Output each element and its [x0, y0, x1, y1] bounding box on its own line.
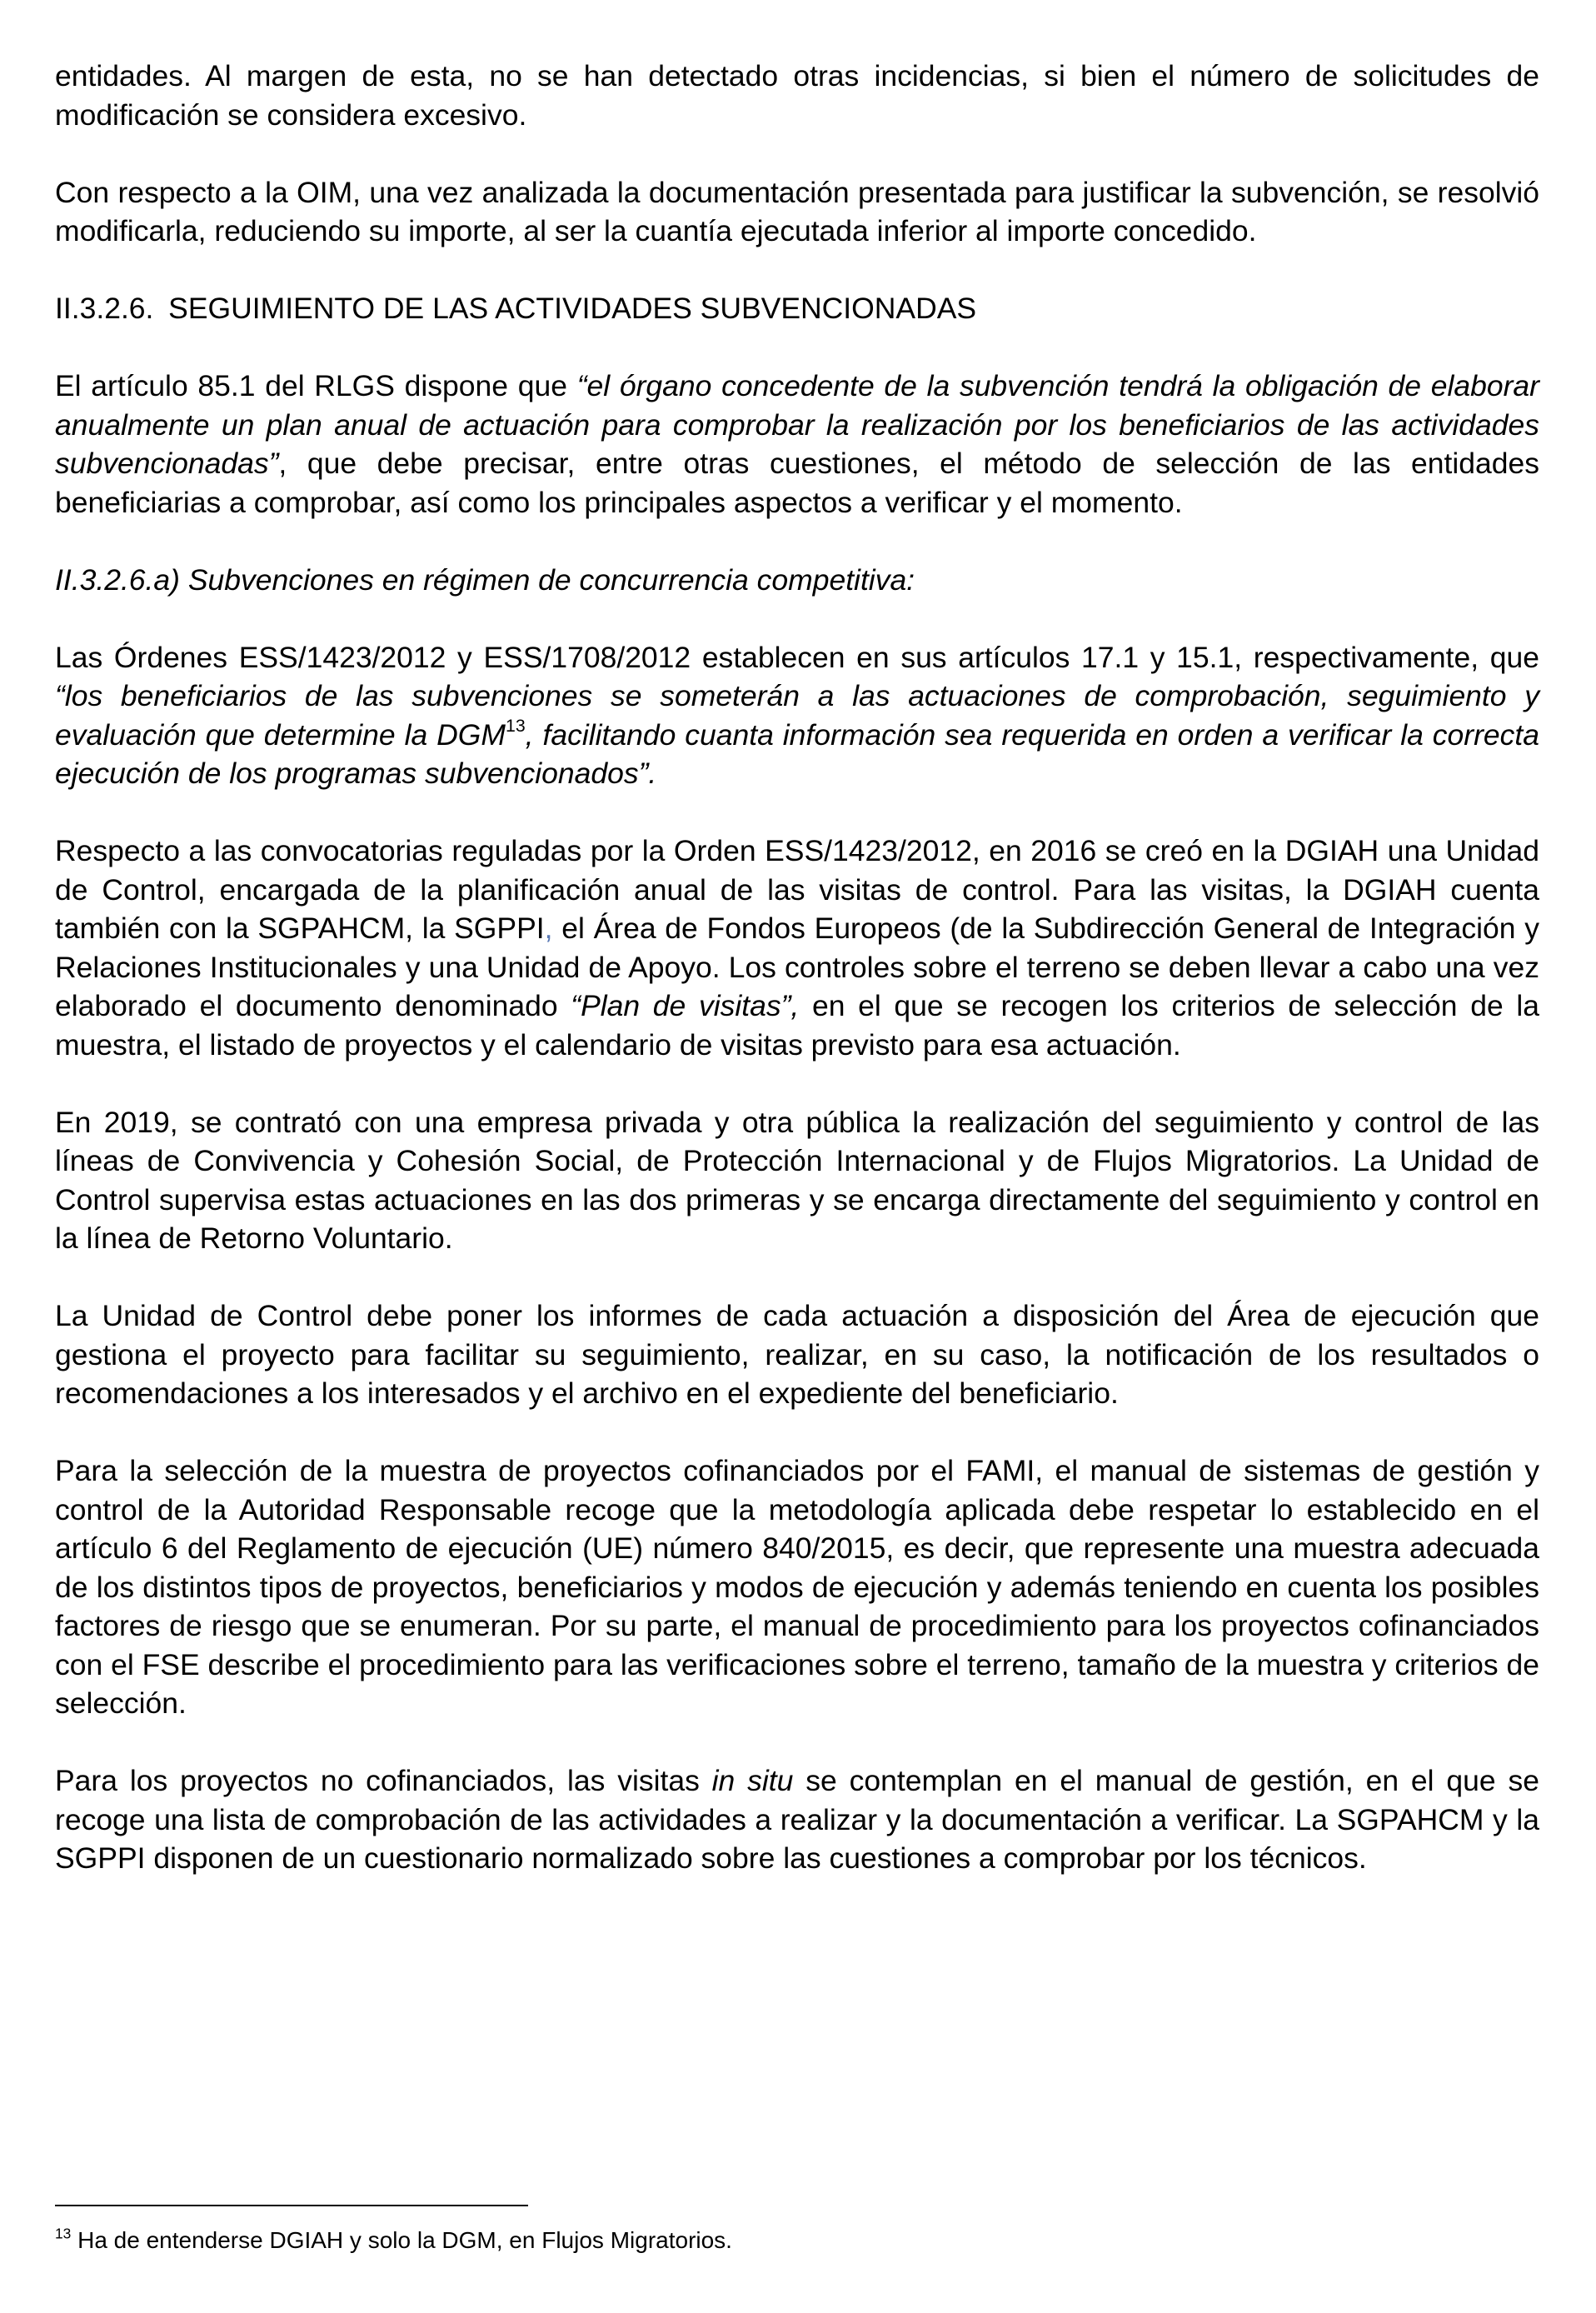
paragraph-3-tail: , que debe precisar, entre otras cuestiones, el método de selección de las entidades beneficiarias a comprobar, así como los principales aspectos a verificar y el momento.: [55, 447, 1539, 519]
paragraph-5-mid: el Área de Fondos Europeos (de la Subdirección General de Integración y Relaciones Institucionales y una Unidad de Apoyo. Los controles sobre el terreno se deben llevar a cabo una vez elaborado el documento denominado: [55, 912, 1540, 1022]
footnote: [55, 2226, 732, 2255]
paragraph-9-emphasis: in situ: [711, 1764, 794, 1797]
paragraph-8: Para la selección de la muestra de proyectos cofinanciados por el FAMI, el manual de sistemas de gestión y control de la Autoridad Responsable recoge que la metodología aplicada debe respetar lo establecido en el artículo 6 del Reglamento de ejecución (UE) número 840/2015, es decir, que represente una muestra adecuada de los distintos tipos de proyectos, beneficiarios y modos de ejecución y además teniendo en cuenta los posibles factores de riesgo que se enumeran. Por su parte, el manual de procedimiento para los proyectos cofinanciados con el FSE describe el procedimiento para las verificaciones sobre el terreno, tamaño de la muestra y criterios de selección.: [55, 1454, 1539, 1720]
paragraph-3-lead: El artículo 85.1 del RLGS dispone que: [55, 369, 577, 402]
paragraph-4-quote-part2: , facilitando cuanta información sea requerida en orden a verificar la correcta ejecución de los programas subvencionados”.: [55, 717, 1539, 790]
paragraph-4: [55, 638, 1539, 793]
section-number: II.3.2.6.: [55, 292, 154, 325]
paragraph-5-tail: en el que se recogen los criterios de selección de la muestra, el listado de proyectos y el calendario de visitas previsto para esa actuación.: [55, 989, 1540, 1062]
paragraph-4-lead: Las Órdenes ESS/1423/2012 y ESS/1708/2012 establecen en sus artículos 17.1 y 15.1, respectivamente, que: [55, 640, 1539, 674]
paragraph-9-lead: Para los proyectos no cofinanciados, las visitas: [55, 1764, 712, 1797]
paragraph-3: [55, 367, 1539, 522]
footnote-number: 13: [55, 2225, 72, 2242]
paragraph-5-lead: Respecto a las convocatorias reguladas por la Orden ESS/1423/2012, en 2016 se creó en la DGIAH una Unidad de Control, encargada de la planificación anual de las visitas de control. Para las visitas, la DGIAH cuenta también con la SGPAHCM, la SGPPI: [55, 834, 1539, 945]
paragraph-5-comma: ,: [544, 912, 553, 945]
paragraph-4-quote-part1: “los beneficiarios de las subvenciones se someterán a las actuaciones de comprobación, seguimiento y evaluación que determine la DGM: [55, 679, 1539, 752]
section-title: SEGUIMIENTO DE LAS ACTIVIDADES SUBVENCIONADAS: [168, 292, 977, 325]
paragraph-5: [55, 832, 1539, 1064]
paragraph-9-tail: se contemplan en el manual de gestión, en el que se recoge una lista de comprobación de las actividades a realizar y la documentación a verificar. La SGPAHCM y la SGPPI disponen de un cuestionario normalizado sobre las cuestiones a comprobar por los técnicos.: [55, 1764, 1539, 1875]
section-heading: [55, 289, 1539, 328]
footnote-text: Ha de entenderse DGIAH y solo la DGM, en Flujos Migratorios.: [71, 2227, 732, 2253]
paragraph-2: Con respecto a la OIM, una vez analizada la documentación presentada para justificar la subvención, se resolvió modificarla, reduciendo su importe, al ser la cuantía ejecutada inferior al importe concedido.: [55, 175, 1539, 247]
footnote-reference: 13: [505, 715, 526, 736]
document-body: [55, 57, 1539, 1878]
paragraph-5-quote: “Plan de visitas”,: [571, 989, 800, 1022]
paragraph-9: [55, 1761, 1539, 1878]
paragraph-1: entidades. Al margen de esta, no se han detectado otras incidencias, si bien el número de solicitudes de modificación se considera excesivo.: [55, 59, 1539, 132]
subsection-heading: II.3.2.6.a) Subvenciones en régimen de concurrencia competitiva:: [55, 562, 915, 597]
paragraph-6: En 2019, se contrató con una empresa privada y otra pública la realización del seguimiento y control de las líneas de Convivencia y Cohesión Social, de Protección Internacional y de Flujos Migratorios. La Unidad de Control supervisa estas actuaciones en las dos primeras y se encarga directamente del seguimiento y control en la línea de Retorno Voluntario.: [55, 1105, 1539, 1255]
paragraph-7: La Unidad de Control debe poner los informes de cada actuación a disposición del Área de ejecución que gestiona el proyecto para facilitar su seguimiento, realizar, en su caso, la notificación de los resultados o recomendaciones a los interesados y el archivo en el expediente del beneficiario.: [55, 1299, 1539, 1410]
paragraph-3-quote: “el órgano concedente de la subvención tendrá la obligación de elaborar anualmente un plan anual de actuación para comprobar la realización por los beneficiarios de las actividades subvencionadas”: [55, 369, 1539, 480]
footnote-divider: [55, 2205, 528, 2206]
